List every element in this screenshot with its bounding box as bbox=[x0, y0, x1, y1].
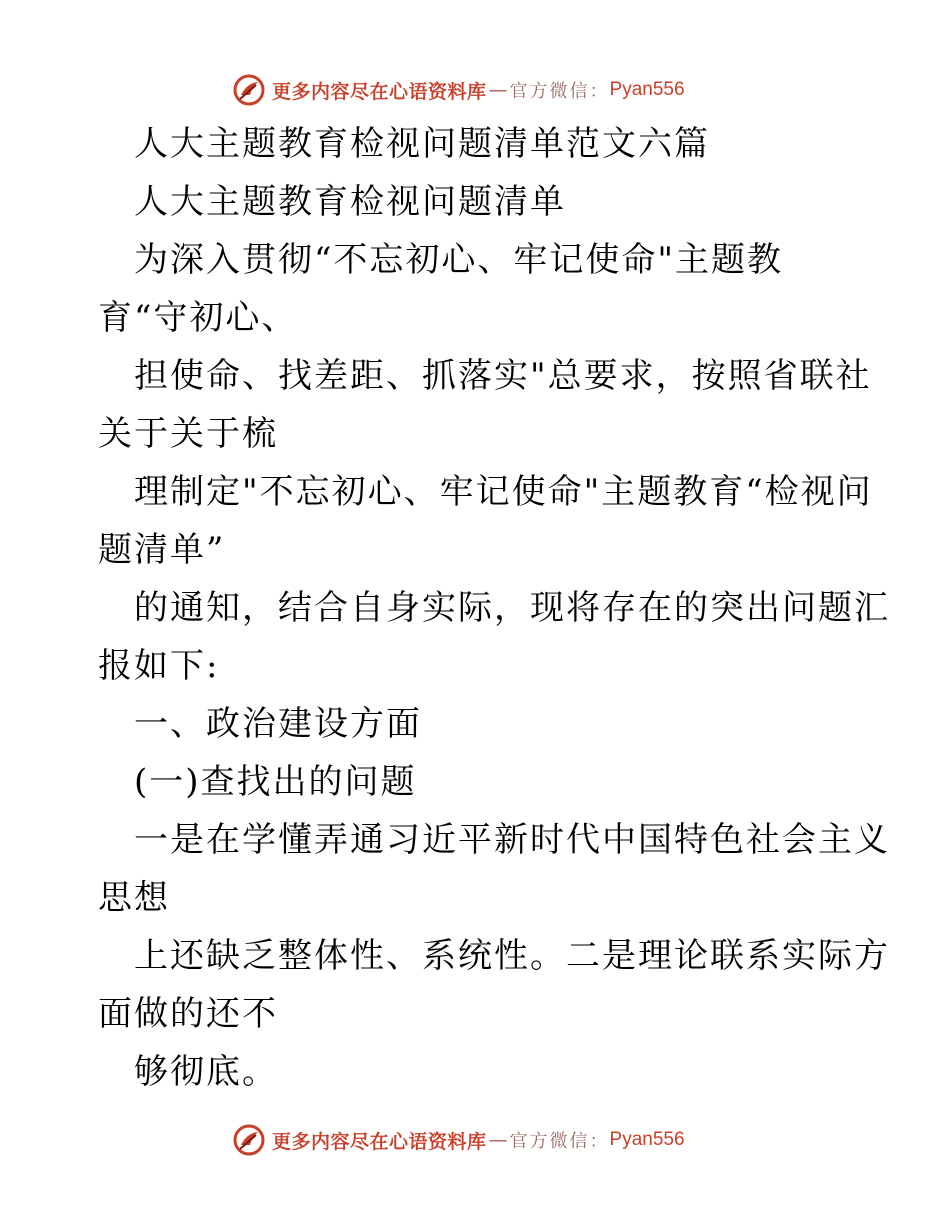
brand-logo-icon bbox=[232, 73, 266, 107]
section-heading: 一、政治建设方面 bbox=[134, 704, 422, 744]
paragraph-line: 理制定"不忘初心、牢记使命"主题教育“检视问 bbox=[134, 472, 873, 512]
paragraph-line: 为深入贯彻“不忘初心、牢记使命"主题教 bbox=[134, 240, 784, 280]
watermark-main-text: 更多内容尽在心语资料库 bbox=[272, 1130, 487, 1153]
paragraph-line: 一是在学懂弄通习近平新时代中国特色社会主义 bbox=[134, 820, 890, 860]
section-heading: 人大主题教育检视问题清单 bbox=[134, 182, 566, 222]
footer-watermark bbox=[232, 1120, 685, 1160]
watermark-wechat-id: Pyan556 bbox=[609, 1129, 685, 1150]
watermark-wechat-id: Pyan556 bbox=[609, 79, 685, 100]
brand-logo-icon bbox=[232, 1123, 266, 1157]
paragraph-line: 的通知，结合自身实际，现将存在的突出问题汇 bbox=[134, 588, 890, 628]
watermark-dash: — bbox=[488, 1129, 508, 1151]
paragraph-line: 思想 bbox=[98, 878, 170, 918]
paragraph-line: 关于关于梳 bbox=[98, 414, 278, 454]
paragraph-line: 育“守初心、 bbox=[98, 298, 298, 338]
paragraph-line: 报如下: bbox=[98, 646, 220, 686]
paragraph-line: 题清单” bbox=[98, 530, 226, 570]
document-title: 人大主题教育检视问题清单范文六篇 bbox=[134, 124, 710, 164]
paragraph-line: 面做的还不 bbox=[98, 994, 278, 1034]
watermark-main-text: 更多内容尽在心语资料库 bbox=[272, 80, 487, 103]
watermark-dash: — bbox=[488, 79, 508, 101]
paragraph-line: 上还缺乏整体性、系统性。二是理论联系实际方 bbox=[134, 936, 890, 976]
subsection-heading: (一)查找出的问题 bbox=[134, 762, 417, 802]
header-watermark bbox=[232, 70, 685, 110]
paragraph-line: 担使命、找差距、抓落实"总要求，按照省联社 bbox=[134, 356, 872, 396]
watermark-sub-text: 官方微信： bbox=[509, 1131, 610, 1152]
watermark-sub-text: 官方微信： bbox=[509, 81, 610, 102]
paragraph-line: 够彻底。 bbox=[134, 1052, 278, 1092]
